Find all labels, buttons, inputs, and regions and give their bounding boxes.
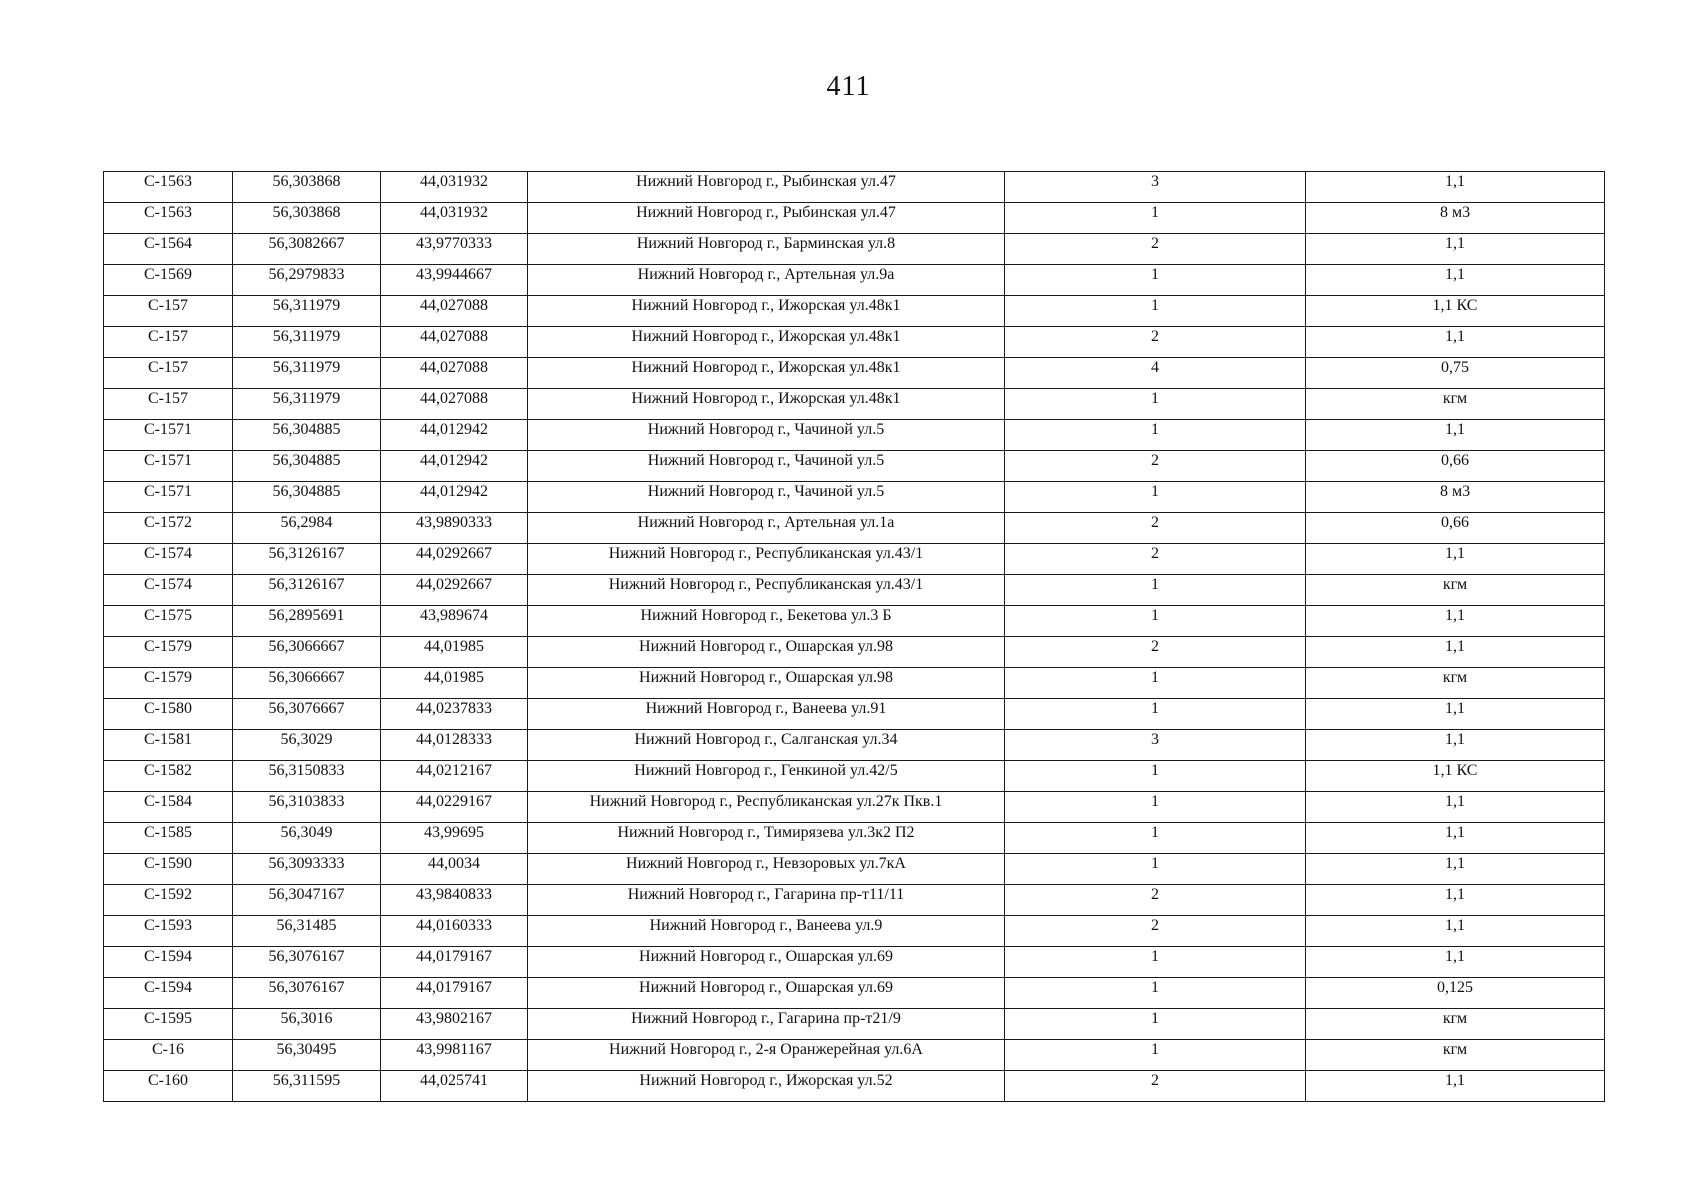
cell-latitude: 56,2984 [233, 513, 381, 544]
cell-count: 1 [1005, 482, 1306, 513]
cell-count: 2 [1005, 327, 1306, 358]
cell-count: 1 [1005, 575, 1306, 606]
cell-count: 1 [1005, 265, 1306, 296]
table-row [104, 234, 1605, 265]
cell-volume: 1,1 [1306, 265, 1605, 296]
cell-latitude: 56,3016 [233, 1009, 381, 1040]
cell-longitude: 44,0212167 [381, 761, 528, 792]
table-row [104, 606, 1605, 637]
cell-id: С-1569 [104, 265, 233, 296]
cell-address: Нижний Новгород г., Генкиной ул.42/5 [528, 761, 1005, 792]
cell-longitude: 43,9981167 [381, 1040, 528, 1071]
cell-id: С-1579 [104, 637, 233, 668]
cell-volume: 1,1 [1306, 792, 1605, 823]
table-row [104, 420, 1605, 451]
cell-id: С-1592 [104, 885, 233, 916]
cell-address: Нижний Новгород г., Гагарина пр-т21/9 [528, 1009, 1005, 1040]
cell-count: 1 [1005, 420, 1306, 451]
cell-latitude: 56,2895691 [233, 606, 381, 637]
cell-count: 1 [1005, 947, 1306, 978]
cell-longitude: 44,025741 [381, 1071, 528, 1102]
cell-longitude: 43,9802167 [381, 1009, 528, 1040]
cell-address: Нижний Новгород г., Ошарская ул.98 [528, 668, 1005, 699]
cell-latitude: 56,311595 [233, 1071, 381, 1102]
cell-volume: 1,1 КС [1306, 296, 1605, 327]
cell-longitude: 44,0229167 [381, 792, 528, 823]
cell-id: С-157 [104, 327, 233, 358]
table-row [104, 885, 1605, 916]
cell-address: Нижний Новгород г., Рыбинская ул.47 [528, 172, 1005, 203]
cell-count: 1 [1005, 606, 1306, 637]
table-row [104, 761, 1605, 792]
cell-longitude: 44,0034 [381, 854, 528, 885]
cell-volume: 0,125 [1306, 978, 1605, 1009]
table-row [104, 358, 1605, 389]
table-row [104, 172, 1605, 203]
cell-count: 2 [1005, 916, 1306, 947]
cell-count: 1 [1005, 203, 1306, 234]
cell-volume: 0,66 [1306, 451, 1605, 482]
cell-id: С-16 [104, 1040, 233, 1071]
cell-longitude: 44,0179167 [381, 947, 528, 978]
table-body [104, 172, 1605, 1102]
cell-id: С-1594 [104, 978, 233, 1009]
table-row [104, 482, 1605, 513]
cell-latitude: 56,3066667 [233, 637, 381, 668]
cell-count: 2 [1005, 544, 1306, 575]
cell-latitude: 56,311979 [233, 327, 381, 358]
cell-address: Нижний Новгород г., Ижорская ул.48к1 [528, 389, 1005, 420]
cell-longitude: 44,027088 [381, 296, 528, 327]
cell-count: 1 [1005, 761, 1306, 792]
cell-volume: 1,1 [1306, 172, 1605, 203]
cell-address: Нижний Новгород г., Ошарская ул.69 [528, 947, 1005, 978]
cell-id: С-1571 [104, 420, 233, 451]
cell-count: 2 [1005, 885, 1306, 916]
cell-volume: кгм [1306, 575, 1605, 606]
cell-volume: 8 м3 [1306, 203, 1605, 234]
cell-latitude: 56,3103833 [233, 792, 381, 823]
cell-count: 1 [1005, 1009, 1306, 1040]
cell-id: С-157 [104, 389, 233, 420]
cell-volume: кгм [1306, 668, 1605, 699]
cell-volume: 0,75 [1306, 358, 1605, 389]
cell-address: Нижний Новгород г., Ванеева ул.9 [528, 916, 1005, 947]
cell-longitude: 44,0179167 [381, 978, 528, 1009]
cell-volume: 1,1 [1306, 854, 1605, 885]
cell-id: С-1574 [104, 575, 233, 606]
cell-longitude: 43,989674 [381, 606, 528, 637]
table-row [104, 699, 1605, 730]
cell-volume: 1,1 [1306, 730, 1605, 761]
cell-longitude: 44,0237833 [381, 699, 528, 730]
cell-count: 1 [1005, 389, 1306, 420]
cell-volume: 1,1 [1306, 544, 1605, 575]
cell-latitude: 56,30495 [233, 1040, 381, 1071]
cell-longitude: 44,01985 [381, 668, 528, 699]
table-row [104, 513, 1605, 544]
cell-id: С-1563 [104, 203, 233, 234]
cell-latitude: 56,3066667 [233, 668, 381, 699]
table-row [104, 730, 1605, 761]
table-row [104, 1009, 1605, 1040]
cell-count: 4 [1005, 358, 1306, 389]
cell-id: С-157 [104, 296, 233, 327]
table-row [104, 637, 1605, 668]
page-number: 411 [826, 71, 871, 102]
cell-longitude: 44,0160333 [381, 916, 528, 947]
cell-count: 2 [1005, 637, 1306, 668]
cell-address: Нижний Новгород г., Чачиной ул.5 [528, 482, 1005, 513]
cell-address: Нижний Новгород г., Артельная ул.9а [528, 265, 1005, 296]
cell-id: С-1595 [104, 1009, 233, 1040]
cell-latitude: 56,3076667 [233, 699, 381, 730]
cell-volume: 1,1 [1306, 885, 1605, 916]
cell-address: Нижний Новгород г., Артельная ул.1а [528, 513, 1005, 544]
cell-address: Нижний Новгород г., Бекетова ул.3 Б [528, 606, 1005, 637]
table-row [104, 1071, 1605, 1102]
cell-address: Нижний Новгород г., Ошарская ул.69 [528, 978, 1005, 1009]
cell-volume: кгм [1306, 1040, 1605, 1071]
cell-latitude: 56,304885 [233, 451, 381, 482]
cell-id: С-1571 [104, 451, 233, 482]
cell-id: С-1594 [104, 947, 233, 978]
cell-id: С-1590 [104, 854, 233, 885]
table-row [104, 668, 1605, 699]
cell-id: С-1584 [104, 792, 233, 823]
cell-latitude: 56,31485 [233, 916, 381, 947]
cell-longitude: 43,9890333 [381, 513, 528, 544]
cell-latitude: 56,3150833 [233, 761, 381, 792]
table-row [104, 1040, 1605, 1071]
cell-latitude: 56,3076167 [233, 947, 381, 978]
cell-address: Нижний Новгород г., 2-я Оранжерейная ул.6А [528, 1040, 1005, 1071]
cell-id: С-157 [104, 358, 233, 389]
cell-latitude: 56,2979833 [233, 265, 381, 296]
cell-volume: 1,1 КС [1306, 761, 1605, 792]
table-row [104, 916, 1605, 947]
cell-longitude: 44,027088 [381, 327, 528, 358]
cell-volume: 1,1 [1306, 420, 1605, 451]
cell-volume: 1,1 [1306, 234, 1605, 265]
cell-volume: кгм [1306, 389, 1605, 420]
cell-latitude: 56,303868 [233, 172, 381, 203]
cell-volume: 8 м3 [1306, 482, 1605, 513]
cell-longitude: 44,01985 [381, 637, 528, 668]
cell-longitude: 43,99695 [381, 823, 528, 854]
cell-count: 1 [1005, 296, 1306, 327]
cell-id: С-1575 [104, 606, 233, 637]
cell-latitude: 56,3029 [233, 730, 381, 761]
cell-latitude: 56,311979 [233, 389, 381, 420]
cell-latitude: 56,3047167 [233, 885, 381, 916]
cell-volume: 1,1 [1306, 606, 1605, 637]
table-row [104, 575, 1605, 606]
cell-address: Нижний Новгород г., Гагарина пр-т11/11 [528, 885, 1005, 916]
cell-longitude: 44,027088 [381, 389, 528, 420]
cell-address: Нижний Новгород г., Ижорская ул.48к1 [528, 327, 1005, 358]
cell-address: Нижний Новгород г., Ижорская ул.52 [528, 1071, 1005, 1102]
cell-address: Нижний Новгород г., Ванеева ул.91 [528, 699, 1005, 730]
cell-latitude: 56,3126167 [233, 575, 381, 606]
cell-address: Нижний Новгород г., Салганская ул.34 [528, 730, 1005, 761]
cell-volume: 1,1 [1306, 1071, 1605, 1102]
cell-id: С-1563 [104, 172, 233, 203]
cell-latitude: 56,303868 [233, 203, 381, 234]
cell-longitude: 44,012942 [381, 482, 528, 513]
cell-volume: 1,1 [1306, 327, 1605, 358]
cell-address: Нижний Новгород г., Ижорская ул.48к1 [528, 358, 1005, 389]
cell-longitude: 44,0292667 [381, 575, 528, 606]
cell-address: Нижний Новгород г., Барминская ул.8 [528, 234, 1005, 265]
cell-address: Нижний Новгород г., Чачиной ул.5 [528, 420, 1005, 451]
cell-count: 1 [1005, 854, 1306, 885]
cell-longitude: 44,012942 [381, 420, 528, 451]
cell-address: Нижний Новгород г., Ошарская ул.98 [528, 637, 1005, 668]
cell-count: 2 [1005, 451, 1306, 482]
cell-address: Нижний Новгород г., Республиканская ул.43/1 [528, 575, 1005, 606]
cell-volume: 1,1 [1306, 699, 1605, 730]
cell-id: С-1580 [104, 699, 233, 730]
table-row [104, 544, 1605, 575]
cell-count: 1 [1005, 792, 1306, 823]
cell-id: С-1593 [104, 916, 233, 947]
cell-id: С-1582 [104, 761, 233, 792]
cell-volume: 0,66 [1306, 513, 1605, 544]
table-row [104, 792, 1605, 823]
cell-latitude: 56,3076167 [233, 978, 381, 1009]
cell-volume: 1,1 [1306, 916, 1605, 947]
cell-address: Нижний Новгород г., Республиканская ул.27к Пкв.1 [528, 792, 1005, 823]
table-row [104, 296, 1605, 327]
cell-id: С-1574 [104, 544, 233, 575]
cell-id: С-1571 [104, 482, 233, 513]
cell-count: 1 [1005, 823, 1306, 854]
cell-latitude: 56,3049 [233, 823, 381, 854]
cell-latitude: 56,304885 [233, 420, 381, 451]
cell-volume: 1,1 [1306, 823, 1605, 854]
cell-address: Нижний Новгород г., Невзоровых ул.7кА [528, 854, 1005, 885]
cell-volume: 1,1 [1306, 637, 1605, 668]
cell-count: 3 [1005, 172, 1306, 203]
table-row [104, 203, 1605, 234]
cell-id: С-1581 [104, 730, 233, 761]
cell-address: Нижний Новгород г., Республиканская ул.43/1 [528, 544, 1005, 575]
cell-address: Нижний Новгород г., Тимирязева ул.3к2 П2 [528, 823, 1005, 854]
cell-id: С-1579 [104, 668, 233, 699]
table-row [104, 978, 1605, 1009]
cell-count: 1 [1005, 1040, 1306, 1071]
cell-count: 2 [1005, 513, 1306, 544]
cell-latitude: 56,3126167 [233, 544, 381, 575]
cell-address: Нижний Новгород г., Рыбинская ул.47 [528, 203, 1005, 234]
cell-id: С-1564 [104, 234, 233, 265]
cell-longitude: 44,027088 [381, 358, 528, 389]
cell-latitude: 56,304885 [233, 482, 381, 513]
cell-count: 1 [1005, 978, 1306, 1009]
table-row [104, 327, 1605, 358]
cell-id: С-1585 [104, 823, 233, 854]
data-table [103, 171, 1605, 1102]
cell-latitude: 56,311979 [233, 358, 381, 389]
cell-count: 1 [1005, 668, 1306, 699]
cell-longitude: 44,031932 [381, 172, 528, 203]
cell-count: 2 [1005, 1071, 1306, 1102]
cell-longitude: 43,9840833 [381, 885, 528, 916]
cell-count: 2 [1005, 234, 1306, 265]
cell-volume: кгм [1306, 1009, 1605, 1040]
cell-count: 1 [1005, 699, 1306, 730]
cell-address: Нижний Новгород г., Ижорская ул.48к1 [528, 296, 1005, 327]
cell-longitude: 43,9770333 [381, 234, 528, 265]
cell-count: 3 [1005, 730, 1306, 761]
table-row [104, 823, 1605, 854]
table-row [104, 451, 1605, 482]
cell-latitude: 56,3082667 [233, 234, 381, 265]
cell-id: С-160 [104, 1071, 233, 1102]
cell-longitude: 44,0128333 [381, 730, 528, 761]
cell-longitude: 44,012942 [381, 451, 528, 482]
table-row [104, 389, 1605, 420]
cell-latitude: 56,311979 [233, 296, 381, 327]
cell-longitude: 44,0292667 [381, 544, 528, 575]
cell-latitude: 56,3093333 [233, 854, 381, 885]
cell-id: С-1572 [104, 513, 233, 544]
cell-address: Нижний Новгород г., Чачиной ул.5 [528, 451, 1005, 482]
cell-longitude: 43,9944667 [381, 265, 528, 296]
table-row [104, 854, 1605, 885]
table-row [104, 947, 1605, 978]
cell-longitude: 44,031932 [381, 203, 528, 234]
table-row [104, 265, 1605, 296]
cell-volume: 1,1 [1306, 947, 1605, 978]
